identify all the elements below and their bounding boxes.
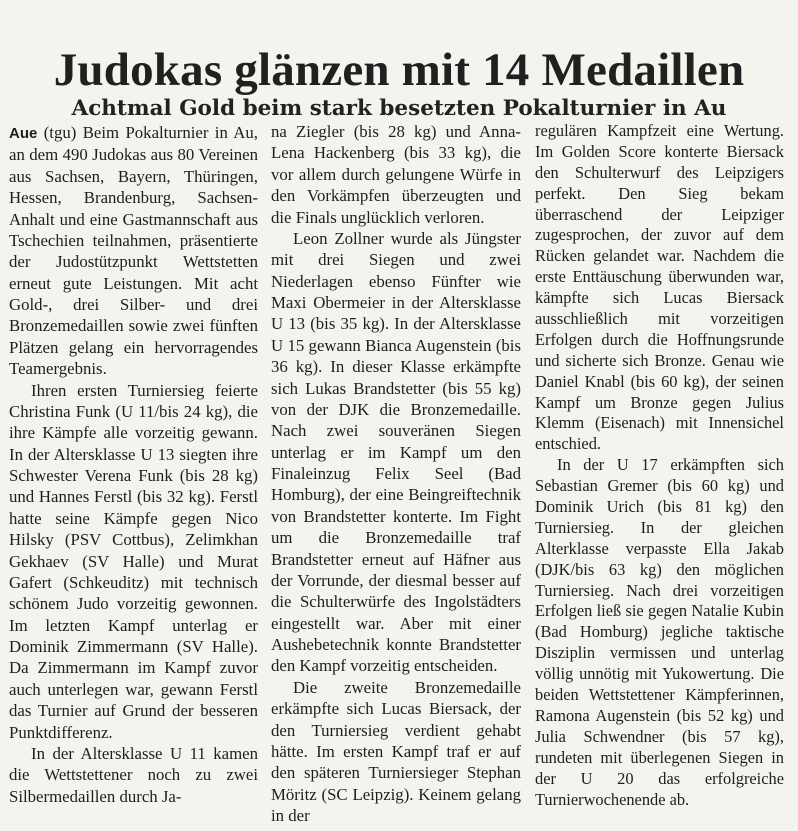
article-column-2 xyxy=(271,121,521,826)
article-paragraph: Leon Zollner wurde als Jüngster mit drei Siegen und zwei Niederlagen ebenso Fünfter wie Maxi Obermeier in der Altersklasse U 13 (bis 35 kg). In der Altersklasse U 15 gewann Bianca Augenstein (bis 36 kg). In dieser Klasse erkämpfte sich Lukas Brandstetter (bis 55 kg) von der DJK die Bronzemedaille. Nach zwei souveränen Siegen unterlag er im Kampf um den Finaleinzug Felix Seel (Bad Homburg), der eine Beingreiftechnik von Brandstetter konterte. Im Fight um die Bronzemedaille traf Brandstetter erneut auf Häfner aus der Vorrunde, der diesmal besser auf die Schulterwürfe des Ingolstädters eingestellt war. Aber mit einer Aushebetechnik konnte Brandstetter den Kampf vorzeitig entscheiden. xyxy=(271,228,521,676)
article-paragraph: na Ziegler (bis 28 kg) und Anna-Lena Hackenberg (bis 33 kg), die vor allem durch gelungene Würfe in den Vorkämpfen überzeugten und die Finals unglücklich verloren. xyxy=(271,122,521,227)
headline: Judokas glänzen mit 14 Medaillen xyxy=(53,44,745,97)
paragraph-text: (tgu) Beim Pokalturnier in Au, an dem 490 Judokas aus 80 Vereinen aus Sachsen, Bayern, Thüringen, Hessen, Brandenburg, Sachsen-Anhalt und eine Gastmannschaft aus Tschechien teilnahmen, präsentierte der Judostützpunkt Wettstetten erneut gute Leistungen. Mit acht Gold-, drei Silber- und drei Bronzemedaillen sowie zwei fünften Plätzen gelang ein hervorragendes Teamergebnis. xyxy=(9,123,258,379)
subheadline: Achtmal Gold beim stark besetzten Pokalturnier in Au xyxy=(71,95,727,121)
article-column-3 xyxy=(535,121,784,810)
article-paragraph: In der Altersklasse U 11 kamen die Wettstettener noch zu zwei Silbermedaillen durch Ja- xyxy=(9,743,258,806)
dateline: Aue xyxy=(9,125,38,142)
article-paragraph: Ihren ersten Turniersieg feierte Christina Funk (U 11/bis 24 kg), die ihre Kämpfe alle vorzeitig gewann. In der Altersklasse U 13 siegten ihre Schwester Verena Funk (bis 28 kg) und Hannes Ferstl (bis 32 kg). Ferstl hatte seine Kämpfe gegen Nico Hilsky (PSV Cottbus), Zelimkhan Gekhaev (SV Halle) und Murat Gafert (Schkeuditz) mit technisch schönem Judo vorzeitig gewonnen. Im letzten Kampf unterlag er Dominik Zimmermann (SV Halle). Da Zimmermann im Kampf zuvor auch unterlegen war, gewann Ferstl das Turnier auf Grund der besseren Punktdifferenz. xyxy=(9,380,258,742)
article-paragraph xyxy=(9,122,258,380)
article-paragraph: regulären Kampfzeit eine Wertung. Im Golden Score konterte Biersack den Schulterwurf des Leipzigers perfekt. Den Sieg bekam überraschend der Leipziger zugesprochen, der zuvor auf dem Rücken gelandet war. Nachdem die erste Enttäuschung überwunden war, kämpfte sich Lucas Biersack ausschließlich mit vorzeitigen Erfolgen durch die Hoffnungsrunde und sicherte sich Bronze. Genau wie Daniel Knabl (bis 60 kg), der seinen Kampf um Bronze gegen Julius Klemm (Eisenach) mit Innensichel entschied. xyxy=(535,121,784,454)
article-paragraph: In der U 17 erkämpften sich Sebastian Gremer (bis 60 kg) und Dominik Urich (bis 81 kg) den Turniersieg. In der gleichen Alterklasse verpasste Ella Jakab (DJK/bis 63 kg) den möglichen Turniersieg. Nach drei vorzeitigen Erfolgen ließ sie gegen Natalie Kubin (Bad Homburg) jegliche taktische Disziplin vermissen und unterlag völlig unnötig mit Yukowertung. Die beiden Wettstettener Kämpferinnen, Ramona Augenstein (bis 52 kg) und Julia Schwendner (bis 57 kg), rundeten mit überlegenen Siegen in der U 20 das erfolgreiche Turnierwochenende ab. xyxy=(535,455,784,809)
article-paragraph: Die zweite Bronzemedaille erkämpfte sich Lucas Biersack, der den Turniersieg verdient gehabt hätte. Im ersten Kampf traf er auf den späteren Turniersieger Stephan Möritz (SC Leipzig). Keinem gelang in der xyxy=(271,677,521,825)
article-column-1 xyxy=(9,122,258,807)
